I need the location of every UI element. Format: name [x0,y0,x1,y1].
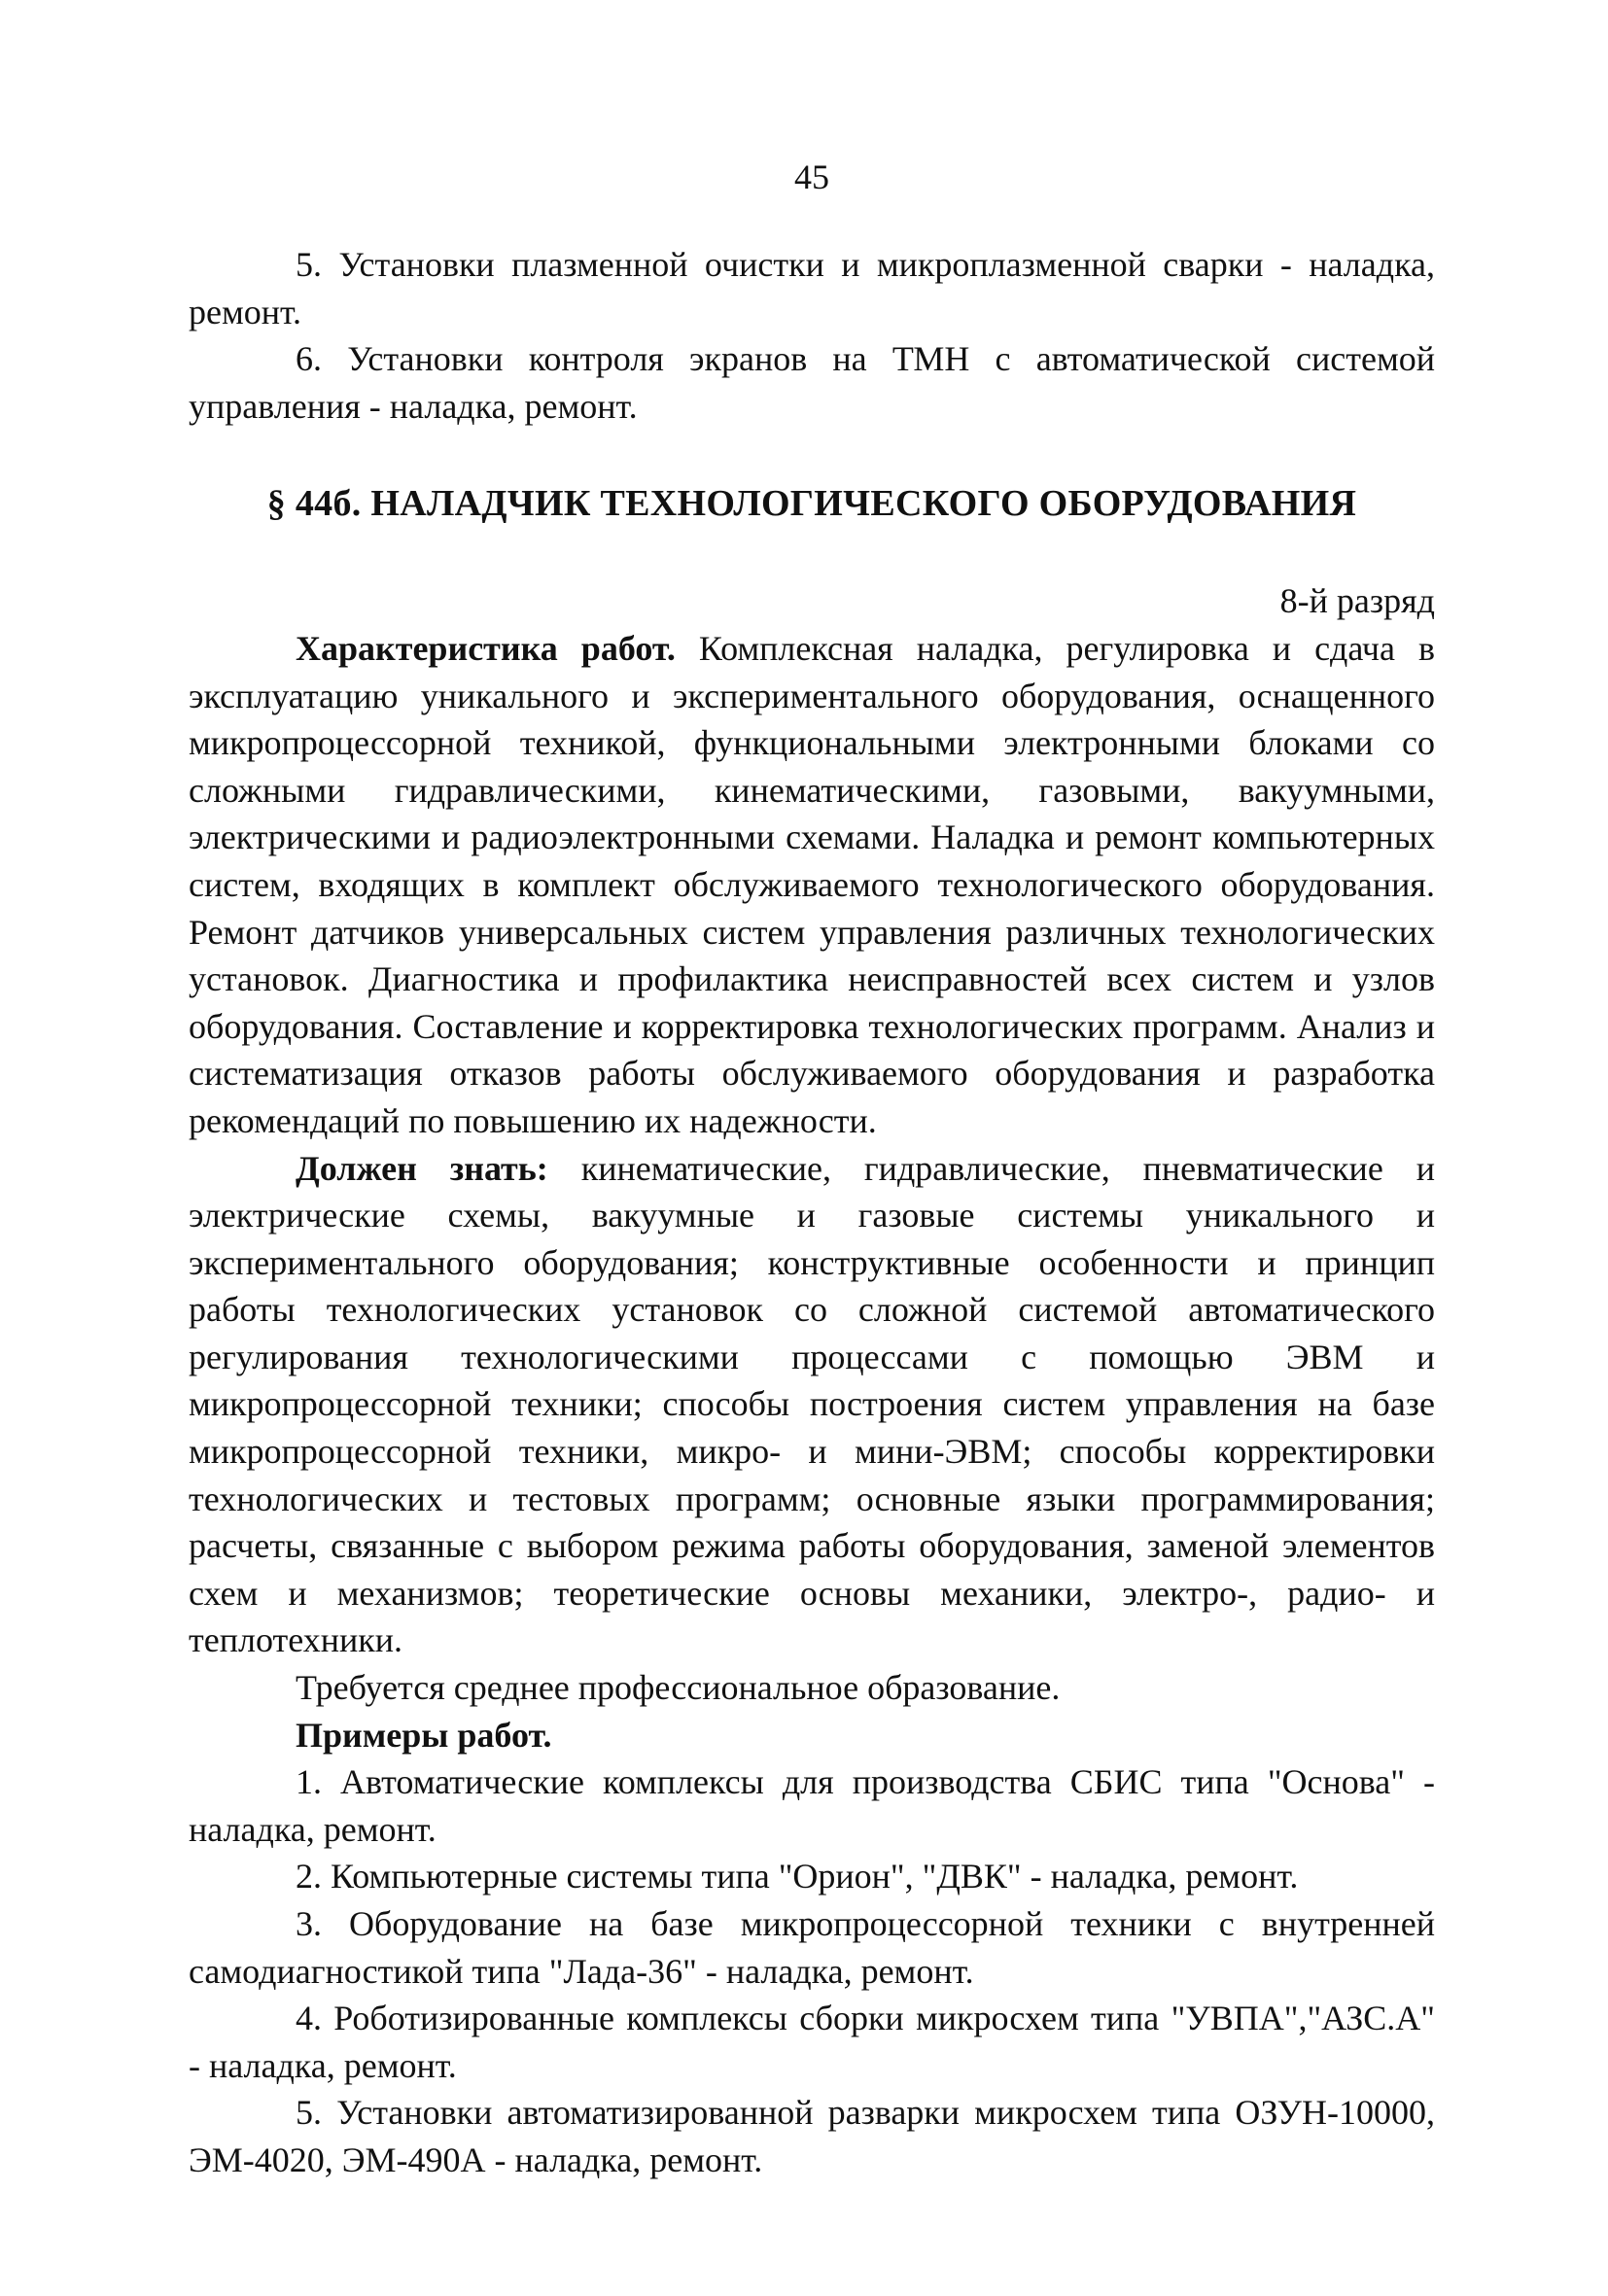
example-item: 1. Автоматические комплексы для производства СБИС типа "Основа" - наладка, ремонт. [189,1762,1435,1849]
characteristics-text: Комплексная наладка, регулировка и сдача в эксплуатацию уникального и экспериментального оборудования, оснащенного микропроцессорной техникой, функциональными электронными блоками со сложными гидравлическими, кинематическими, газовыми, вакуумными, электрическими и радиоэлектронными схемами. Наладка и ремонт компьютерных систем, входящих в комплект обслуживаемого технологического оборудования. Ремонт датчиков универсальных систем управления различных технологических установок. Диагностика и профилактика неисправностей всех систем и узлов оборудования. Составление и корректировка технологических программ. Анализ и систематизация отказов работы обслуживаемого оборудования и разработка рекомендаций по повышению их надежности. [189,628,1435,1140]
education-requirement: Требуется среднее профессиональное образование. [296,1668,1061,1708]
example-item: 2. Компьютерные системы типа "Орион", "ДВК" - наладка, ремонт. [296,1857,1299,1896]
rank-label: 8-й разряд [1279,581,1435,621]
example-item: 5. Установки автоматизированной разварки микросхем типа ОЗУН-10000, ЭМ-4020, ЭМ-490А - наладка, ремонт. [189,2093,1435,2179]
knowledge-label: Должен знать: [296,1148,548,1188]
document-page [189,156,1435,2184]
section-title: § 44б. НАЛАДЧИК ТЕХНОЛОГИЧЕСКОГО ОБОРУДОВАНИЯ [266,483,1357,525]
knowledge-paragraph [189,1145,1435,1665]
intro-item: 5. Установки плазменной очистки и микроплазменной сварки - наладка, ремонт. [189,245,1435,331]
characteristics-label: Характеристика работ. [296,628,676,668]
page-number: 45 [794,157,829,196]
examples-heading: Примеры работ. [296,1715,552,1755]
knowledge-text: кинематические, гидравлические, пневматические и электрические схемы, вакуумные и газовые системы уникального и экспериментального оборудования; конструктивные особенности и принцип работы технологических установок со сложной системой автоматического регулирования технологическими процессами с помощью ЭВМ и микропроцессорной техники; способы построения систем управления на базе микропроцессорной техники, микро- и мини-ЭВМ; способы корректировки технологических и тестовых программ; основные языки программирования; расчеты, связанные с выбором режима работы оборудования, заменой элементов схем и механизмов; теоретические основы механики, электро-, радио- и теплотехники. [189,1148,1435,1660]
example-item: 4. Роботизированные комплексы сборки микросхем типа "УВПА","АЗС.А" - наладка, ремонт. [189,1999,1435,2085]
characteristics-paragraph [189,625,1435,1145]
example-item: 3. Оборудование на базе микропроцессорной техники с внутренней самодиагностикой типа "Лада-36" - наладка, ремонт. [189,1904,1435,1991]
intro-item: 6. Установки контроля экранов на ТМН с автоматической системой управления - наладка, ремонт. [189,339,1435,426]
